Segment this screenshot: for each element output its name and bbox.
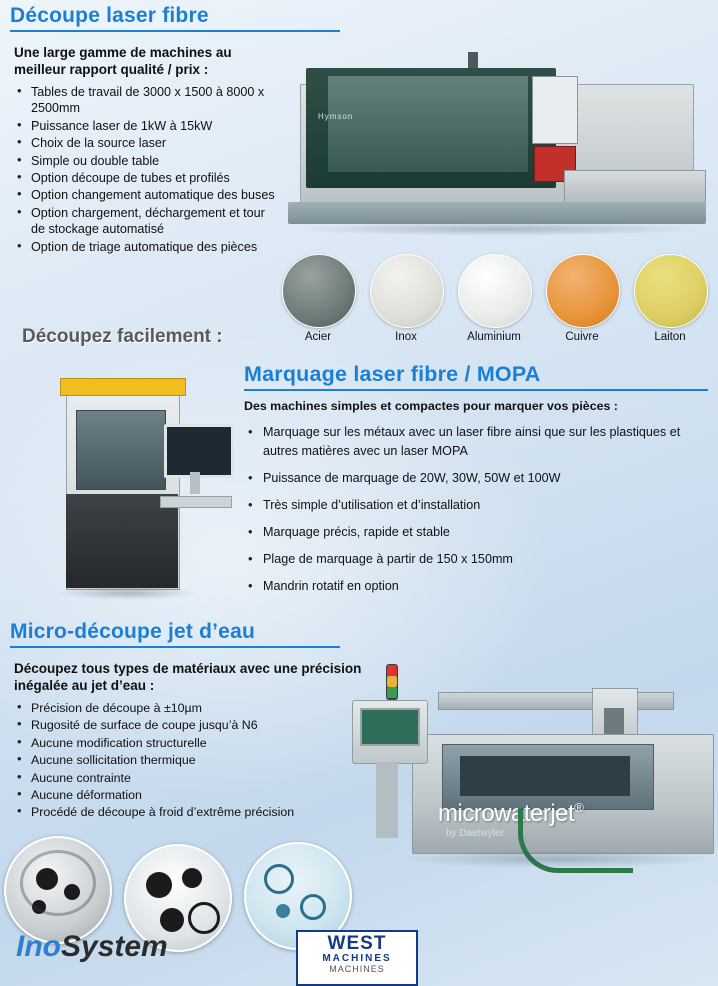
list-item: • Option de triage automatique des pièces: [14, 239, 282, 255]
waterjet-machine-photo: [342, 648, 718, 876]
waterjet-cnc-screen: [360, 708, 420, 746]
marking-machine-photo: [40, 370, 250, 610]
material-disc-inox: [370, 254, 444, 328]
list-item: • Simple ou double table: [14, 153, 282, 169]
marquage-bullet-list: [244, 423, 708, 596]
list-item: • Précision de découpe à ±10µm: [14, 700, 364, 716]
marquage-title: Marquage laser fibre / MOPA: [244, 362, 541, 386]
laser-text-block: [14, 44, 282, 256]
material-disc-acier: [282, 254, 356, 328]
decoupez-facilement-label: Découpez facilement :: [22, 326, 223, 347]
sample-disc-metal: [4, 836, 112, 944]
title-underline: [10, 30, 340, 32]
material-swatch: [546, 254, 618, 343]
marking-monitor: [164, 424, 234, 478]
list-item: • Puissance laser de 1kW à 15kW: [14, 118, 282, 134]
material-swatch: [282, 254, 354, 343]
material-label: Laiton: [654, 331, 686, 343]
signal-green-icon: [387, 687, 397, 698]
list-item: • Aucune sollicitation thermique: [14, 752, 364, 768]
list-item: • Très simple d’utilisation et d’installation: [244, 496, 708, 515]
west-machines-logo: [296, 930, 418, 986]
laser-bullet-list: [14, 84, 282, 255]
material-label: Acier: [304, 331, 332, 343]
jet-header: [10, 620, 340, 648]
signal-red-icon: [387, 665, 397, 676]
jet-bullet-list: [14, 700, 364, 821]
brand-prefix: Ino: [16, 930, 61, 963]
list-item: • Rugosité de surface de coupe jusqu’à N6: [14, 717, 364, 733]
list-item: • Aucune modification structurelle: [14, 735, 364, 751]
machine-shadow: [292, 222, 702, 236]
west-line-2: MACHINES: [322, 953, 392, 964]
marking-keyboard: [160, 496, 232, 508]
material-swatch: [634, 254, 706, 343]
material-swatch: [458, 254, 530, 343]
jet-lead: Découpez tous types de matériaux avec une précision inégalée au jet d’eau :: [14, 661, 362, 693]
laser-header: [10, 4, 340, 32]
decoupez-facilement-heading: [22, 326, 223, 348]
list-item: • Aucune déformation: [14, 787, 364, 803]
brand-suffix: System: [61, 930, 168, 963]
section-marquage-laser: [244, 362, 708, 604]
marquage-lead: Des machines simples et compactes pour marquer vos pièces :: [244, 399, 618, 413]
jet-title: Micro-découpe jet d’eau: [10, 620, 255, 643]
marking-door-window: [76, 410, 166, 490]
material-disc-aluminium: [458, 254, 532, 328]
sample-part-ring: [264, 864, 294, 894]
materials-swatch-row: [282, 254, 712, 350]
waterjet-gantry: [438, 692, 674, 710]
list-item: • Aucune contrainte: [14, 770, 364, 786]
machine-brand-label: Hymson: [318, 112, 354, 121]
list-item: • Option découpe de tubes et profilés: [14, 170, 282, 186]
machine-side-window: [532, 76, 578, 144]
list-item: • Option chargement, déchargement et tour de stockage automatisé: [14, 205, 282, 238]
marking-lower-cabinet: [66, 494, 178, 588]
sample-part-dot: [276, 904, 290, 918]
laser-machine-photo: [282, 50, 712, 250]
sample-part-ring: [300, 894, 326, 920]
list-item: • Marquage précis, rapide et stable: [244, 523, 708, 542]
waterjet-shadow: [402, 850, 712, 868]
list-item: • Marquage sur les métaux avec un laser fibre ainsi que sur les plastiques et autres matières avec un laser MOPA: [244, 423, 708, 461]
machine-base: [288, 202, 706, 224]
waterjet-console-stand: [376, 762, 398, 838]
sample-pattern-ring: [188, 902, 220, 934]
machine-window-glass: [328, 76, 528, 172]
laser-lead: Une large gamme de machines au meilleur rapport qualité / prix :: [14, 45, 232, 77]
sample-pattern: [146, 872, 172, 898]
sample-pattern: [160, 908, 184, 932]
material-disc-cuivre: [546, 254, 620, 328]
list-item: • Puissance de marquage de 20W, 30W, 50W et 100W: [244, 469, 708, 488]
material-label: Inox: [395, 331, 417, 343]
material-disc-laiton: [634, 254, 708, 328]
sample-pattern: [182, 868, 202, 888]
west-line-3: MACHINES: [329, 964, 385, 974]
list-item: • Mandrin rotatif en option: [244, 577, 708, 596]
sample-parts-photos: [4, 836, 354, 942]
title-underline: [244, 389, 708, 391]
material-label: Aluminium: [467, 331, 521, 343]
section-micro-decoupe-jet-eau: [10, 620, 708, 839]
waterjet-tank-interior: [460, 756, 630, 796]
list-item: • Option changement automatique des buses: [14, 187, 282, 203]
title-underline: [10, 646, 340, 648]
material-label: Cuivre: [565, 331, 599, 343]
signal-amber-icon: [387, 676, 397, 687]
marking-monitor-stand: [190, 472, 200, 494]
jet-text-block: [14, 660, 364, 822]
list-item: • Plage de marquage à partir de 150 x 150mm: [244, 550, 708, 569]
list-item: • Tables de travail de 3000 x 1500 à 8000 x 2500mm: [14, 84, 282, 117]
brand-logo: [16, 930, 168, 964]
brand-logo-text: [16, 930, 168, 963]
waterjet-logo-reg: ®: [574, 800, 584, 815]
sample-ring: [20, 850, 96, 916]
marking-shadow: [58, 586, 198, 600]
list-item: • Procédé de découpe à froid d’extrême précision: [14, 804, 364, 820]
page-title: Découpe laser fibre: [10, 4, 209, 27]
west-line-1: WEST: [327, 933, 387, 954]
waterjet-logo-label: microwaterjet: [438, 800, 575, 827]
list-item: • Choix de la source laser: [14, 135, 282, 151]
waterjet-logo-sub: by Daetwyler: [446, 828, 504, 839]
material-swatch: [370, 254, 442, 343]
marking-top-bar: [60, 378, 186, 396]
